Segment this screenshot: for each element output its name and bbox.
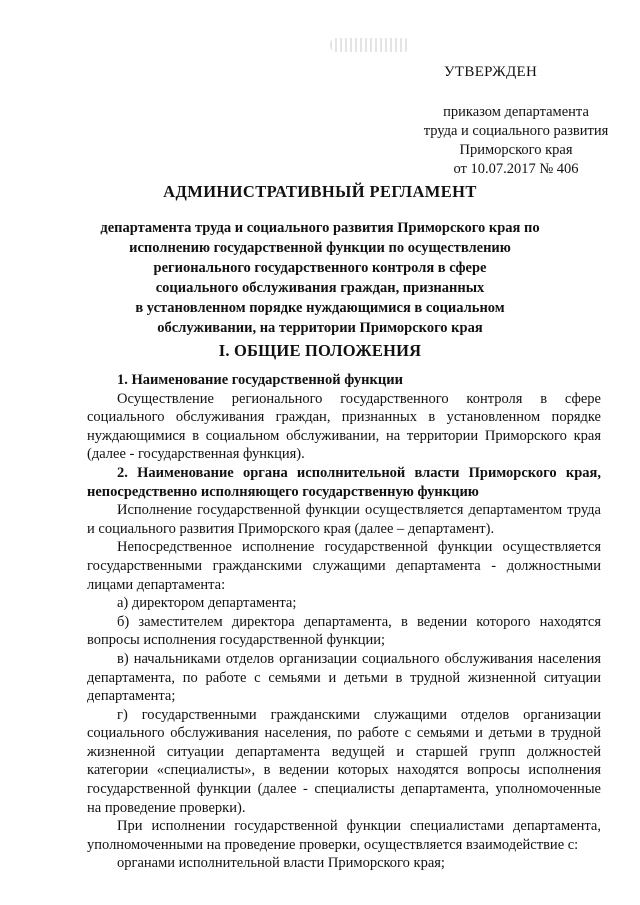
list-item-g: г) государственными гражданскими служащими отделов организации социального обслуживания населения, по работе с семьями и детьми в трудной жизненной ситуации департамента ведущей и старшей групп должностей категории «специалисты», в ведении которых находятся вопросы исполнения государственной функции (далее - специалисты департамента, уполномоченные на проведение проверки). bbox=[87, 706, 601, 816]
paragraph: органами исполнительной власти Приморского края; bbox=[117, 855, 445, 872]
approval-line: приказом департамента bbox=[443, 104, 589, 120]
subtitle-line: обслуживании, на территории Приморского края bbox=[157, 320, 483, 336]
list-item-b: б) заместителем директора департамента, в ведении которого находятся вопросы исполнения государственной функции; bbox=[87, 613, 601, 649]
list-item-a: а) директором департамента; bbox=[117, 595, 297, 612]
paragraph: Исполнение государственной функции осуществляется департаментом труда и социального развития Приморского края (далее – департамент). bbox=[87, 502, 601, 537]
approval-block bbox=[396, 103, 636, 179]
list-item-v: в) начальниками отделов организации социального обслуживания населения департамента, по работе с семьями и детьми в трудной жизненной ситуации департамента; bbox=[87, 650, 601, 705]
subtitle-line: департамента труда и социального развития Приморского края по bbox=[100, 220, 540, 236]
faint-stamp-mark bbox=[330, 38, 410, 52]
approved-label: УТВЕРЖДЕН bbox=[444, 64, 538, 80]
document-subtitle bbox=[70, 218, 570, 338]
paragraph: При исполнении государственной функции специалистами департамента, уполномоченными на проведение проверки, осуществляется взаимодействие с: bbox=[87, 818, 601, 853]
clause-heading-1: 1. Наименование государственной функции bbox=[117, 372, 403, 388]
approval-line: Приморского края bbox=[459, 142, 573, 158]
document-title: АДМИНИСТРАТИВНЫЙ РЕГЛАМЕНТ bbox=[163, 182, 477, 201]
document-body bbox=[87, 371, 601, 873]
subtitle-line: социального обслуживания граждан, признанных bbox=[155, 280, 485, 296]
subtitle-line: в установленном порядке нуждающимися в социальном bbox=[135, 300, 505, 316]
section-heading: I. ОБЩИЕ ПОЛОЖЕНИЯ bbox=[218, 341, 422, 360]
paragraph: Непосредственное исполнение государственной функции осуществляется государственными гражданскими служащими департамента - должностными лицами департамента: bbox=[87, 539, 601, 593]
subtitle-line: регионального государственного контроля в сфере bbox=[153, 260, 487, 276]
approval-line: труда и социального развития bbox=[423, 123, 609, 139]
approval-order-number: от 10.07.2017 № 406 bbox=[453, 161, 579, 177]
clause-heading-2: 2. Наименование органа исполнительной власти Приморского края, непосредственно исполняющего государственную функцию bbox=[87, 464, 601, 500]
paragraph: Осуществление регионального государственного контроля в сфере социального обслуживания граждан, признанных в установленном порядке нуждающимися в социальном обслуживании, на территории Приморского края (далее - государственная функция). bbox=[87, 390, 601, 463]
subtitle-line: исполнению государственной функции по осуществлению bbox=[129, 240, 511, 256]
